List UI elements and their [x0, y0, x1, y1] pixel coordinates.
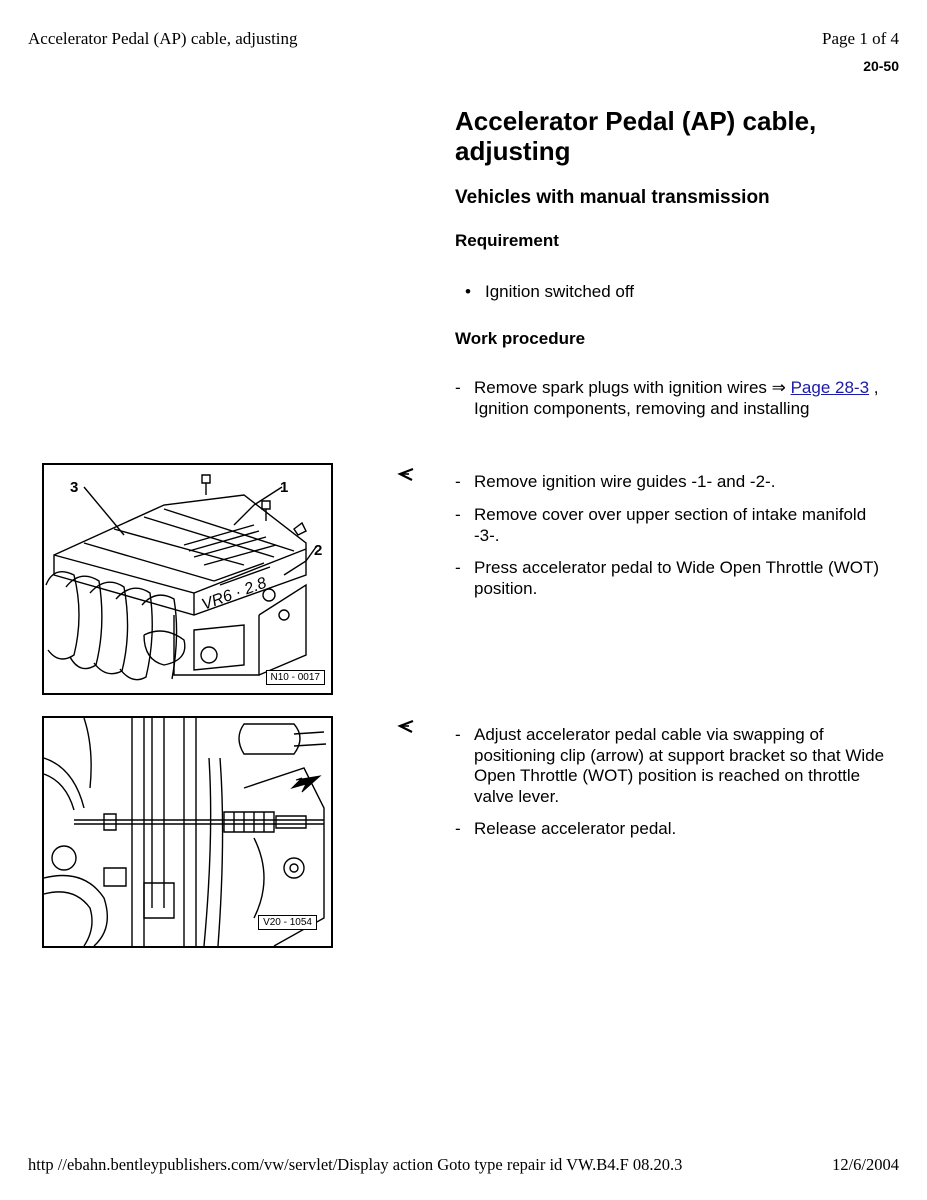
throttle-cable-illustration [44, 718, 331, 946]
procedure-step [455, 819, 885, 840]
requirement-heading: Requirement [455, 231, 559, 250]
requirement-item [465, 282, 634, 302]
step-text: Press accelerator pedal to Wide Open Throttle (WOT) position. [474, 558, 880, 598]
procedure-step [455, 505, 885, 546]
document-header-title: Accelerator Pedal (AP) cable, adjusting [28, 29, 298, 48]
step-dash: - [455, 505, 461, 524]
section-subtitle: Vehicles with manual transmission [455, 187, 770, 208]
step-dash: - [455, 819, 461, 838]
footer-url: http //ebahn.bentleypublishers.com/vw/servlet/Display action Goto type repair id VW.B4.F 08.20.3 [28, 1155, 683, 1174]
work-procedure-heading: Work procedure [455, 329, 586, 348]
procedure-step [455, 558, 885, 599]
svg-text:VR6 · 2.8: VR6 · 2.8 [199, 574, 269, 614]
figure-callout-1: 1 [280, 479, 289, 496]
section-code: 20-50 [863, 58, 899, 74]
pointer-arrow-icon [397, 718, 415, 736]
throttle-cable-figure [42, 716, 333, 948]
engine-cover-illustration [44, 465, 331, 693]
step-text: Release accelerator pedal. [474, 819, 677, 838]
figure-callout-2: 2 [314, 542, 323, 559]
bullet-icon: • [465, 282, 471, 301]
step-dash: - [455, 378, 461, 397]
footer-date: 12/6/2004 [832, 1155, 899, 1174]
step-dash: - [455, 558, 461, 577]
step-dash: - [455, 725, 461, 744]
page-indicator: Page 1 of 4 [822, 29, 899, 48]
procedure-step [455, 378, 885, 419]
step-text: Remove cover over upper section of intake manifold -3-. [474, 505, 867, 545]
page-title: Accelerator Pedal (AP) cable, adjusting [455, 106, 817, 166]
step-text [474, 378, 885, 419]
requirement-text: Ignition switched off [485, 282, 634, 301]
engine-cover-figure [42, 463, 333, 695]
step-text-pre: Remove spark plugs with ignition wires ⇒ [474, 378, 791, 397]
figure-callout-3: 3 [70, 479, 79, 496]
page-28-3-link[interactable]: Page 28-3 [790, 378, 870, 397]
procedure-step [455, 472, 885, 493]
figure-code: V20 - 1054 [258, 915, 317, 930]
step-text: Adjust accelerator pedal cable via swapping of positioning clip (arrow) at support bracket so that Wide Open Throttle (WOT) position is reached on throttle valve lever. [474, 725, 885, 806]
step-text: Remove ignition wire guides -1- and -2-. [474, 472, 776, 491]
pointer-arrow-icon [397, 466, 415, 484]
figure-code: N10 - 0017 [266, 670, 325, 685]
step-text-post: , Ignition components, removing and installing [474, 378, 879, 418]
procedure-step [455, 725, 885, 807]
step-dash: - [455, 472, 461, 491]
